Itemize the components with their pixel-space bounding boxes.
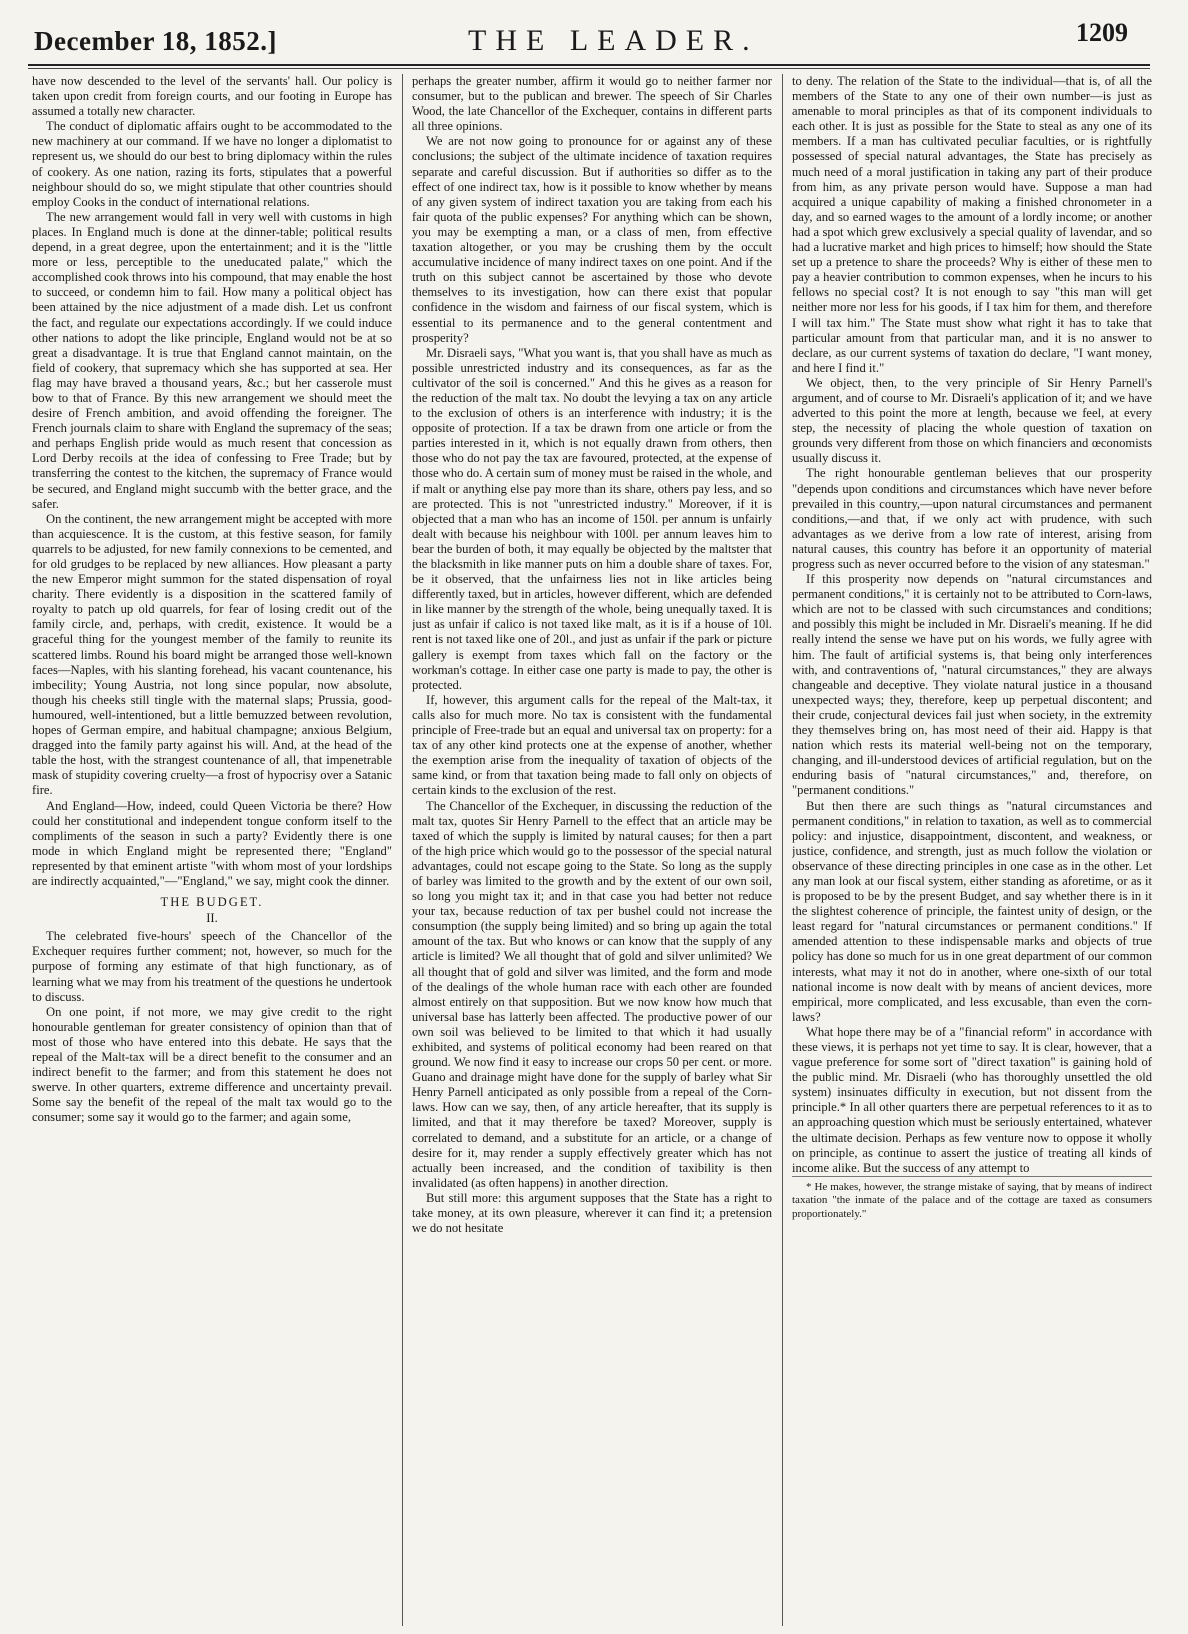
column-divider <box>782 74 783 1626</box>
paragraph: And England—How, indeed, could Queen Victoria be there? How could her constitutional and independent tongue conform itself to the compliments of the season in such a party? Evidently there is one mode in which England might be represented there; "England" represented by that eminent artiste "with whom most of your lordships are indirectly acquainted,"—"England," we say, might cook the dinner. <box>32 798 392 888</box>
paragraph: If, however, this argument calls for the repeal of the Malt-tax, it calls also for much more. No tax is consistent with the fundamental principle of Free-trade but an equal and universal tax on property: for a tax of any other kind protects one at the expense of another, whether the exemption arise from the inequality of taxation of objects of the same kind, or from that taxation being made to fall only on objects of certain kinds to the exclusion of the rest. <box>412 692 772 798</box>
masthead <box>28 14 1150 66</box>
paragraph: to deny. The relation of the State to the individual—that is, of all the members of the State to any one of their own number—is just as amenable to moral principles as that of its component individuals to each other. It is just as possible for the State to steal as any one of its members. If a man has cultivated peculiar faculties, or is rightfully possessed of special natural advantages, the State has precisely as much need of a moral justification in taking any part of their produce from him, as any private person would have. Suppose a man had acquired a unique capability of making a finished chronometer in a day, and so earned wages to the amount of a lordly income; or another had a spot which grew exclusively a special quality of lavendar, and so had a lucrative market and high prices to himself; how should the State set up a pretence to share the proceeds? Why is either of these men to pay a heavier contribution to common expenses, when he incurs to his fellows no special cost? It is not enough to say "this man will get neither more nor less for his goods, if I tax him for them, and therefore I will tax him." The State must show what right it has to take that particular amount from that particular man, and it is no answer to declare, as our current systems of taxation do declare, "I want money, and here I find it." <box>792 74 1152 375</box>
page-number: 1209 <box>1076 18 1128 47</box>
paragraph: What hope there may be of a "financial reform" in accordance with these views, it is perhaps not yet time to say. It is clear, however, that a vague preference for some sort of "direct taxation" is gaining hold of the public mind. Mr. Disraeli (who has thoroughly unsettled the old system) insinuates difficulty in execution, but not dissent from the principle.* In all other quarters there are perpetual references to it as to an approaching question which must be seriously entertained, whatever the ultimate decision. Perhaps as few venture now to oppose it wholly on principle, as continue to assert the justice of treating all kinds of income alike. But the success of any attempt to <box>792 1024 1152 1175</box>
column-1 <box>32 74 392 1622</box>
paragraph: On the continent, the new arrangement might be accepted with more than acquiescence. It is the custom, at this festive season, for family quarrels to be adjusted, for new family connexions to be cemented, and for old grudges to be replaced by new alliances. How pleasant a party the new Emperor might summon for the stated dispensation of royal charity. There evidently is a disposition in the scattered family of royalty to patch up old quarrels, for fear of losing credit out of the family circle, and, perhaps, with credit, existence. It would be a graceful thing for the youngest member of the family to reunite its scattered limbs. Round his board might be arranged those well-known faces—Naples, with his slanting forehead, his vacant countenance, his imbecility; Young Austria, not long since popular, now absolute, though his cheeks still tingle with the maternal slaps; Prussia, good-humoured, well-intentioned, but a little bemuzzed between revolution, hopes of German empire, and habitual champagne; anxious Belgium, dragged into the family party against his will. And, at the head of the table the host, with the strangest countenance of all, that impenetrable mask of stupidity covering cruelty—a frost of hypocrisy over a Satanic fire. <box>32 511 392 798</box>
paragraph: perhaps the greater number, affirm it would go to neither farmer nor consumer, but to the publican and brewer. The speech of Sir Charles Wood, the late Chancellor of the Exchequer, contains in different parts all three opinions. <box>412 74 772 134</box>
paragraph: Mr. Disraeli says, "What you want is, that you shall have as much as possible unrestricted industry and its consequences, as far as the cultivator of the soil is concerned." And this he gives as a reason for the reduction of the malt tax. No doubt the levying a tax on any article to the exclusion of others is an interference with industry; it is the opposite of protection. If a tax be drawn from one article or from the parties interested in it, which is not equally drawn from others, then those who do not pay the tax are favoured, protected, at the expense of those who do. A certain sum of money must be raised in the whole, and if malt or anything else pay more than its share, others pay less, and so are protected. This is not "unrestricted industry." Moreover, if it is objected that a man who has an income of 150l. per annum is unfairly dealt with because his neighbour with 100l. per annum leaves him to bear the burden of both, it may equally be objected by the maltster that the blacksmith in like manner puts on him a double share of taxes. For, be it observed, that the unfairness lies not in like articles being differently taxed, but in articles, however different, which are defended in like manner by the strength of the whole, being unequally taxed. It is just as unfair if calico is not taxed like malt, as it is if a house of 10l. rent is not taxed like one of 20l., and just as unfair if the park or picture gallery is exempt from taxes which fall on the factory or the workman's cottage. In either case one party is made to pay, the other is protected. <box>412 345 772 692</box>
paragraph: The celebrated five-hours' speech of the Chancellor of the Exchequer requires further comment; not, however, so much for the purpose of forming any estimate of that high functionary, as of learning what we may from his treatment of the questions he undertook to discuss. <box>32 929 392 1004</box>
issue-date: December 18, 1852.] <box>34 26 277 56</box>
paragraph: On one point, if not more, we may give credit to the right honourable gentleman for greater consistency of opinion than that of most of those who have entered into this debate. He says that the repeal of the Malt-tax will be a direct benefit to the consumer and an indirect benefit to the farmer; and from this statement he does not swerve. In other quarters, extreme difference and uncertainty prevail. Some say the benefit of the repeal of the malt tax would go to the consumer; some say it would go to the farmer; and again some, <box>32 1004 392 1125</box>
column-3 <box>792 74 1152 1622</box>
paragraph: We object, then, to the very principle of Sir Henry Parnell's argument, and of course to Mr. Disraeli's application of it; and we have adverted to this point the more at length, because we feel, at every step, the necessity of placing the whole question of taxation on grounds very different from those on which financiers and œconomists usually discuss it. <box>792 375 1152 466</box>
paragraph: The right honourable gentleman believes that our prosperity "depends upon conditions and circumstances which have never before prevailed in this country,—upon natural circumstances and permanent conditions,—and that, if we only act with prudence, with such advantages as we derive from a low rate of interest, arising from natural causes, this country has before it an opportunity of material progress such as never occurred before to the vision of any statesman." <box>792 466 1152 571</box>
header-rule <box>28 64 1150 69</box>
paragraph: But still more: this argument supposes that the State has a right to take money, at its own pleasure, wherever it can find it; a pretension we do not hesitate <box>412 1190 772 1236</box>
paragraph: The new arrangement would fall in very well with customs in high places. In England much is done at the dinner-table; political results depend, in a great degree, upon the entertainment; and it is the "little more or less, perceptible to the uneducated palate," which the accomplished cook throws into his compound, that may enable the host to succeed, or condemn him to fail. How many a political object has been attained by the nice adjustment of a made dish. Let us confront the fact, and regulate our expectations accordingly. If we could induce other nations to adopt the like principle, England would not be at so great a disadvantage. It is true that England cannot maintain, on the field of cookery, that supremacy which she has supported at sea. Her flag may have braved a thousand years, &c.; but her casserole must bow to that of France. By this new arrangement we should meet the desire of French ambition, and avoid offending the foreigner. The French journals claim to share with England the supremacy of the seas; and perhaps English pride would as much resent that concession as Lord Derby recoils at the idea of confessing to Free Trade; but by transferring the contest to the kitchen, the supremacy of France would be secured, and England might succumb with the better grace, and the safer. <box>32 209 392 511</box>
footnote: * He makes, however, the strange mistake of saying, that by means of indirect taxation "the inmate of the palace and of the cottage are taxed as consumers proportionately." <box>792 1176 1152 1221</box>
article-subheading: II. <box>206 911 218 926</box>
column-2 <box>412 74 772 1622</box>
paragraph: have now descended to the level of the servants' hall. Our policy is taken upon credit from foreign courts, and our footing in Europe has assumed a totally new character. <box>32 74 392 119</box>
paragraph: But then there are such things as "natural circumstances and permanent conditions," in relation to taxation, as well as to commercial policy: and injustice, disappointment, discontent, and weakness, or justice, confidence, and strength, just as much follow the violation or observance of these directing principles in one case as in the other. Let any man look at our fiscal system, either standing as aforetime, or as it is proposed to be by the present Budget, and say whether there is in it the slightest coherence of principle, the faintest unity of design, or the least regard for "natural circumstances or permanent conditions." If amended attention to these indispensable marks and objects of true policy has done so much for us in one great department of our common interests, what may it not do in another, where one-sixth of our total national income is now dealt with by means of ancient devices, more empirical, more complicated, and less excusable, than even the corn-laws? <box>792 798 1152 1024</box>
article-heading: THE BUDGET. <box>160 895 264 910</box>
paragraph: We are not now going to pronounce for or against any of these conclusions; the subject of the ultimate incidence of taxation requires separate and careful discussion. But if authorities so differ as to the effect of one indirect tax, how is it possible to know whether by means of any given system of indirect taxation you are taking from each his fair quota of the public expenses? For anything which can be shown, you may be exempting a man, or a class of men, from effective taxation altogether, or you may be crushing them by the occult accumulative incidence of many indirect taxes on one point. And if the truth on this subject cannot be ascertained by those who devote themselves to its investigation, how can there exist that popular confidence in the wisdom and fairness of our fiscal system, which is essential to its permanence and to the general contentment and prosperity? <box>412 134 772 345</box>
paragraph: The Chancellor of the Exchequer, in discussing the reduction of the malt tax, quotes Sir Henry Parnell to the effect that an article may be taxed of which the supply is limited by natural causes; for then a part of the high price which would go to the possessor of the special natural advantages, could not escape going to the State. So long as the supply of barley was limited to the growth and by the extent of our own soil, so long you might tax it; and in that case you had better not reduce your tax, because reduction of tax per bushel could not increase the consumption (the supply being limited) and so bring up again the total amount of the tax. But who knows or can know that the supply of any article is limited? We all thought that of gold and silver unlimited? We all thought that of gold and silver was limited, and the form and mode of the dealings of the whole human race with each other are founded almost entirely on that supposition. But we now know how much that universal base has latterly been affected. The productive power of our own soil was believed to be limited to that which it had usually exhibited, and systems of political economy had been reared on that ground. We now find it easy to increase our crops 50 per cent. or more. Guano and drainage might have done for the supply of barley what Sir Henry Parnell anticipated as only possible from a repeal of the Corn-laws. How can we say, then, of any article hereafter, that its supply is limited, and that it may therefore be taxed? Moreover, supply is correlated to demand, and a substitute for an article, or a change of desire for it, may render a supply effectively greater which has not actually been increased, and the condition of taxibility is then invalidated (as often happens) in another direction. <box>412 798 772 1190</box>
paragraph: If this prosperity now depends on "natural circumstances and permanent conditions," it is certainly not to be attributed to Corn-laws, which are not to be classed with such circumstances and conditions; and possibly this might be included in Mr. Disraeli's meaning. If he did really intend the sense we have put on his words, we fully agree with him. The fault of artificial systems is, that being only interferences with, and contraventions of, "natural circumstances," they are always changeable and deceptive. They violate natural justice in a thousand unexpected ways; they, therefore, keep up perpetual discontent; and their crude, conjectural devices fail just when society, in the extremity they themselves bring on, has most need of their aid. Happy is that nation which rests its material well-being not on the temporary, changing, and ill-understood devices of artificial regulation, but on the enduring basis of "natural circumstances," and, therefore, on "permanent conditions." <box>792 572 1152 798</box>
paragraph: The conduct of diplomatic affairs ought to be accommodated to the new machinery at our command. If we have no longer a diplomatist to represent us, we should do our best to bring diplomacy within the rules of cookery. As one nation, razing its forts, stipulates that a powerful neighbour should do so, we might stipulate that other countries should employ Cooks in the conduct of international relations. <box>32 119 392 209</box>
newspaper-title: THE LEADER. <box>468 24 759 57</box>
column-divider <box>402 74 403 1626</box>
